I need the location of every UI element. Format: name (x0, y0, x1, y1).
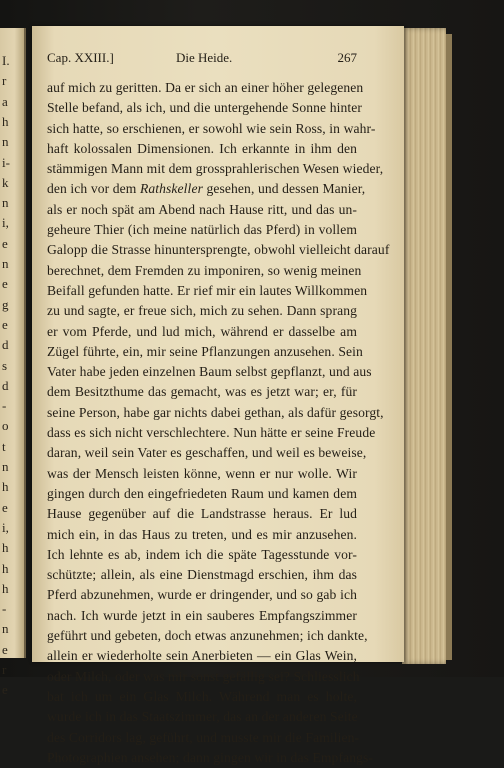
chapter-label: Cap. XXIII.] (47, 50, 114, 65)
left-page-fragment: h (2, 560, 9, 576)
left-page-fragment: k (2, 174, 9, 190)
left-page-fragment: h (2, 540, 9, 556)
text-line: berechnet, dem Fremden zu imponiren, so wenig meinen (47, 262, 362, 278)
text-line: sich hatte, so erschienen, er sowohl wie sein Ross, in wahr- (47, 120, 376, 136)
text-line: geführt und gebeten, doch etwas anzunehmen; ich dankte, (47, 628, 368, 644)
left-page-fragment: i- (2, 154, 10, 170)
left-page-fragment: n (2, 621, 9, 637)
text-line: Pferd abzunehmen, wurde er dringender, und so gab ich (47, 587, 357, 603)
left-page-fragment: a (2, 93, 8, 109)
left-page-fragment: g (2, 296, 9, 312)
text-line: Zügel führte, ein, mir seine Pflanzungen anzusehen. Sein (47, 343, 363, 359)
text-line: allein er wiederholte sein Anerbieten — ein Glas Wein, (47, 648, 357, 664)
left-page-fragment: d (2, 377, 9, 393)
left-page-fragment: n (2, 195, 9, 211)
text-line: Vater habe jeden einzelnen Baum selbst gepflanzt, und aus (47, 364, 372, 380)
text-line: wurde ich in das Staatszimmer, das an der anderen Seite (47, 709, 358, 725)
book-cover-edge (446, 34, 452, 660)
left-page-edge (0, 28, 26, 698)
text-line: schützte; allein, als eine Dienstmagd erschien, ihm das (47, 567, 357, 583)
left-page-fragment: i, (2, 519, 9, 535)
text-line: oder Milch, oder was mir sonst gefällig sei? Schliesslich (47, 668, 360, 684)
left-page-fragment: r (2, 73, 7, 89)
page-title: Die Heide. (176, 50, 233, 65)
left-page-fragment: I. (2, 53, 10, 68)
left-page-fragment: h (2, 479, 9, 495)
text-line: er vom Pferde, und lud mich, während er dasselbe am (47, 323, 357, 339)
page-edges-right (402, 28, 446, 664)
left-page-fragment: i, (2, 215, 9, 231)
text-line: gingen durch den eingefriedeten Raum und kamen dem (47, 485, 357, 501)
left-page-fragment: s (2, 357, 8, 373)
left-page-fragment: e (2, 235, 8, 251)
left-page-fragment: d (2, 337, 9, 353)
text-line: bat ich um ein Glas Milch. Während man es holte, (47, 688, 357, 704)
left-page-fragment: e (2, 316, 8, 332)
text-line: Galopp die Strasse hinuntersprengte, obwohl vielleicht darauf (47, 242, 390, 258)
text-line: Hause gegenüber auf die Landstrasse heraus. Er lud (47, 506, 357, 522)
left-page-fragment: h (2, 113, 9, 129)
left-page-fragment: n (2, 134, 9, 150)
text-line: mich ein, in das Haus zu treten, und es mir anzusehen. (47, 526, 357, 542)
left-page-fragment: t (2, 438, 6, 454)
text-line: dass es sich nicht verschlechtere. Nun hätte er seine Freude (47, 425, 376, 441)
running-header (47, 50, 357, 66)
left-page-fragment: e (2, 276, 8, 292)
text-line: haft kolossalen Dimensionen. Ich erkannte in ihm den (47, 140, 357, 156)
text-line: nach. Ich wurde jetzt in ein sauberes Empfangszimmer (47, 607, 357, 623)
text-line: Stelle befand, als ich, und die untergehende Sonne hinter (47, 100, 362, 116)
left-page-fragment: n (2, 459, 9, 474)
page-number: 267 (337, 50, 357, 65)
left-page-fragment: n (2, 256, 9, 271)
text-line: Beifall gefunden hatte. Er rief mir ein lautes Willkommen (47, 282, 368, 298)
left-page-fragment: r (2, 662, 7, 677)
text-line: daran, weil sein Vater es geschaffen, und weil es beweise, (47, 445, 367, 461)
text-line: Photographien ansehen; dann gingen wir in das Empfangs- (47, 749, 374, 765)
text-line: auf mich zu geritten. Da er sich an einer höher gelegenen (47, 80, 364, 95)
body-text (47, 78, 390, 768)
left-page-fragment: o (2, 418, 9, 434)
left-page-fragment: e (2, 641, 8, 657)
left-page-fragment: e (2, 682, 8, 698)
text-line: Ich lehnte es ab, indem ich die späte Tagesstunde vor- (47, 546, 357, 562)
text-line: was der Mensch leisten könne, wenn er nur wolle. Wir (47, 465, 357, 481)
text-line: den ich vor dem Rathskeller gesehen, und dessen Manier, (47, 181, 366, 197)
text-line: des Corridors lag, geführt, und musste mir die Familien- (47, 729, 360, 745)
text-line: geheure Thier (ich meine natürlich das Pferd) in vollem (47, 222, 357, 238)
left-page-fragment: e (2, 499, 8, 515)
text-line: dem Besitzthume das gemacht, was es jetzt war; er, für (47, 384, 357, 400)
text-line: als er noch spät am Abend nach Hause ritt, und das un- (47, 201, 357, 217)
text-line: seine Person, habe gar nichts dabei gethan, als dafür gesorgt, (47, 404, 384, 420)
left-page-fragment: h (2, 580, 9, 596)
left-page-fragment: - (2, 398, 7, 414)
text-line: zu und sagte, er freue sich, mich zu sehen. Dann sprang (47, 303, 357, 319)
text-line: stämmigen Mann mit dem grossprahlerischen Wesen wieder, (47, 161, 384, 177)
left-page-fragment: - (2, 601, 7, 617)
